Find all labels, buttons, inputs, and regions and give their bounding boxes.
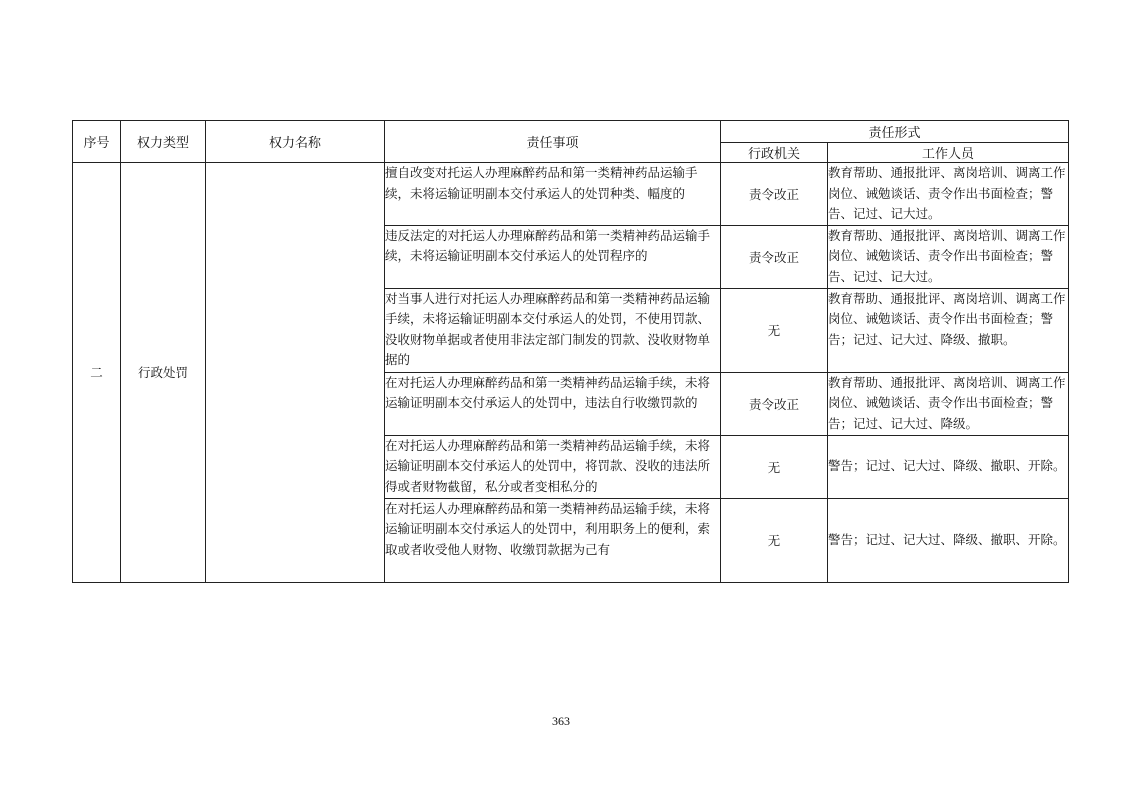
table-row bbox=[73, 163, 1069, 226]
row-matter: 在对托运人办理麻醉药品和第一类精神药品运输手续，未将运输证明副本交付承运人的处罚中，将罚款、没收的违法所得或者财物截留，私分或者变相私分的 bbox=[385, 435, 721, 498]
header-agency: 行政机关 bbox=[721, 143, 828, 163]
header-matters: 责任事项 bbox=[385, 121, 721, 163]
row-matter: 擅自改变对托运人办理麻醉药品和第一类精神药品运输手续，未将运输证明副本交付承运人的处罚种类、幅度的 bbox=[385, 163, 721, 226]
page-number: 363 bbox=[552, 714, 570, 728]
header-row bbox=[73, 121, 1069, 143]
group-seq: 二 bbox=[73, 163, 121, 583]
row-agency: 责令改正 bbox=[721, 225, 828, 288]
row-staff: 教育帮助、通报批评、离岗培训、调离工作岗位、诫勉谈话、责令作出书面检查；警告、记过、记大过。 bbox=[828, 163, 1069, 226]
row-staff: 警告；记过、记大过、降级、撤职、开除。 bbox=[828, 435, 1069, 498]
row-agency: 责令改正 bbox=[721, 372, 828, 435]
header-power-name: 权力名称 bbox=[206, 121, 385, 163]
row-agency: 责令改正 bbox=[721, 163, 828, 226]
header-form: 责任形式 bbox=[721, 121, 1069, 143]
row-staff: 警告；记过、记大过、降级、撤职、开除。 bbox=[828, 498, 1069, 582]
row-matter: 违反法定的对托运人办理麻醉药品和第一类精神药品运输手续，未将运输证明副本交付承运人的处罚程序的 bbox=[385, 225, 721, 288]
header-staff: 工作人员 bbox=[828, 143, 1069, 163]
group-power-name bbox=[206, 163, 385, 583]
responsibility-table bbox=[72, 120, 1069, 583]
row-matter: 对当事人进行对托运人办理麻醉药品和第一类精神药品运输手续，未将运输证明副本交付承运人的处罚，不使用罚款、没收财物单据或者使用非法定部门制发的罚款、没收财物单据的 bbox=[385, 288, 721, 372]
row-agency: 无 bbox=[721, 288, 828, 372]
row-staff: 教育帮助、通报批评、离岗培训、调离工作岗位、诫勉谈话、责令作出书面检查；警告、记过、记大过。 bbox=[828, 225, 1069, 288]
row-agency: 无 bbox=[721, 498, 828, 582]
header-seq: 序号 bbox=[73, 121, 121, 163]
row-staff: 教育帮助、通报批评、离岗培训、调离工作岗位、诫勉谈话、责令作出书面检查；警告；记过、记大过、降级、撤职。 bbox=[828, 288, 1069, 372]
row-agency: 无 bbox=[721, 435, 828, 498]
row-matter: 在对托运人办理麻醉药品和第一类精神药品运输手续，未将运输证明副本交付承运人的处罚中，利用职务上的便利，索取或者收受他人财物、收缴罚款据为己有 bbox=[385, 498, 721, 582]
row-matter: 在对托运人办理麻醉药品和第一类精神药品运输手续，未将运输证明副本交付承运人的处罚中，违法自行收缴罚款的 bbox=[385, 372, 721, 435]
row-staff: 教育帮助、通报批评、离岗培训、调离工作岗位、诫勉谈话、责令作出书面检查；警告；记过、记大过、降级。 bbox=[828, 372, 1069, 435]
header-power-type: 权力类型 bbox=[121, 121, 206, 163]
group-power-type: 行政处罚 bbox=[121, 163, 206, 583]
